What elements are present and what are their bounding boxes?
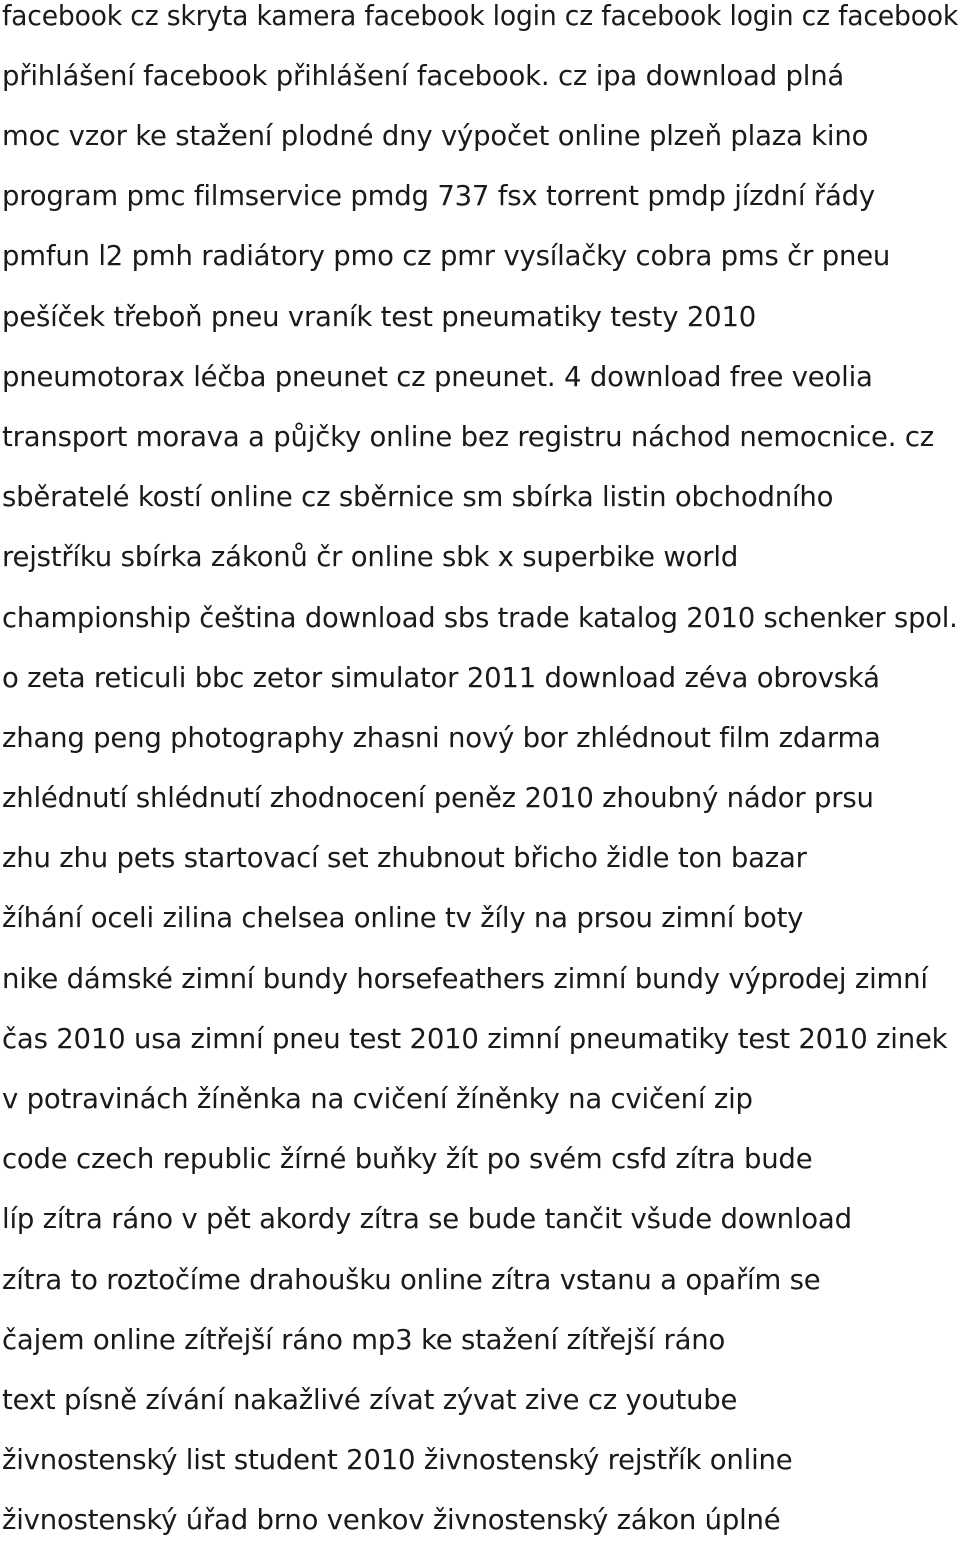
text-line: v potravinách žíněnka na cvičení žíněnky na cvičení zip — [2, 1083, 753, 1115]
text-line: zhlédnutí shlédnutí zhodnocení peněz 2010 zhoubný nádor prsu — [2, 782, 874, 814]
text-line: moc vzor ke stažení plodné dny výpočet online plzeň plaza kino — [2, 120, 869, 152]
text-line: program pmc filmservice pmdg 737 fsx torrent pmdp jízdní řády — [2, 180, 875, 212]
text-line: facebook cz skryta kamera facebook login cz facebook login cz facebook — [2, 0, 959, 32]
text-line: code czech republic žírné buňky žít po svém csfd zítra bude — [2, 1143, 813, 1175]
text-line: nike dámské zimní bundy horsefeathers zimní bundy výprodej zimní — [2, 963, 928, 995]
text-line: pešíček třeboň pneu vraník test pneumatiky testy 2010 — [2, 301, 757, 333]
text-line: čas 2010 usa zimní pneu test 2010 zimní pneumatiky test 2010 zinek — [2, 1023, 948, 1055]
text-line: sběratelé kostí online cz sběrnice sm sbírka listin obchodního — [2, 481, 834, 513]
text-line: zhang peng photography zhasni nový bor zhlédnout film zdarma — [2, 722, 881, 754]
text-line: žíhání oceli zilina chelsea online tv žíly na prsou zimní boty — [2, 902, 804, 934]
text-line: transport morava a půjčky online bez registru náchod nemocnice. cz — [2, 421, 935, 453]
text-line: rejstříku sbírka zákonů čr online sbk x superbike world — [2, 541, 739, 573]
text-line: živnostenský úřad brno venkov živnostenský zákon úplné — [2, 1504, 781, 1536]
text-line: pmfun l2 pmh radiátory pmo cz pmr vysílačky cobra pms čr pneu — [2, 240, 891, 272]
text-line: čajem online zítřejší ráno mp3 ke stažení zítřejší ráno — [2, 1324, 726, 1356]
text-line: pneumotorax léčba pneunet cz pneunet. 4 download free veolia — [2, 361, 873, 393]
text-line: přihlášení facebook přihlášení facebook. cz ipa download plná — [2, 60, 845, 92]
text-line: o zeta reticuli bbc zetor simulator 2011 download zéva obrovská — [2, 662, 880, 694]
text-line: zhu zhu pets startovací set zhubnout břicho židle ton bazar — [2, 842, 807, 874]
text-line: championship čeština download sbs trade katalog 2010 schenker spol. — [2, 602, 958, 634]
text-line: text písně zívání nakažlivé zívat zývat zive cz youtube — [2, 1384, 738, 1416]
text-line: líp zítra ráno v pět akordy zítra se bude tančit všude download — [2, 1203, 852, 1235]
text-line: zítra to roztočíme drahoušku online zítra vstanu a opařím se — [2, 1264, 821, 1296]
text-line: živnostenský list student 2010 živnostenský rejstřík online — [2, 1444, 793, 1476]
